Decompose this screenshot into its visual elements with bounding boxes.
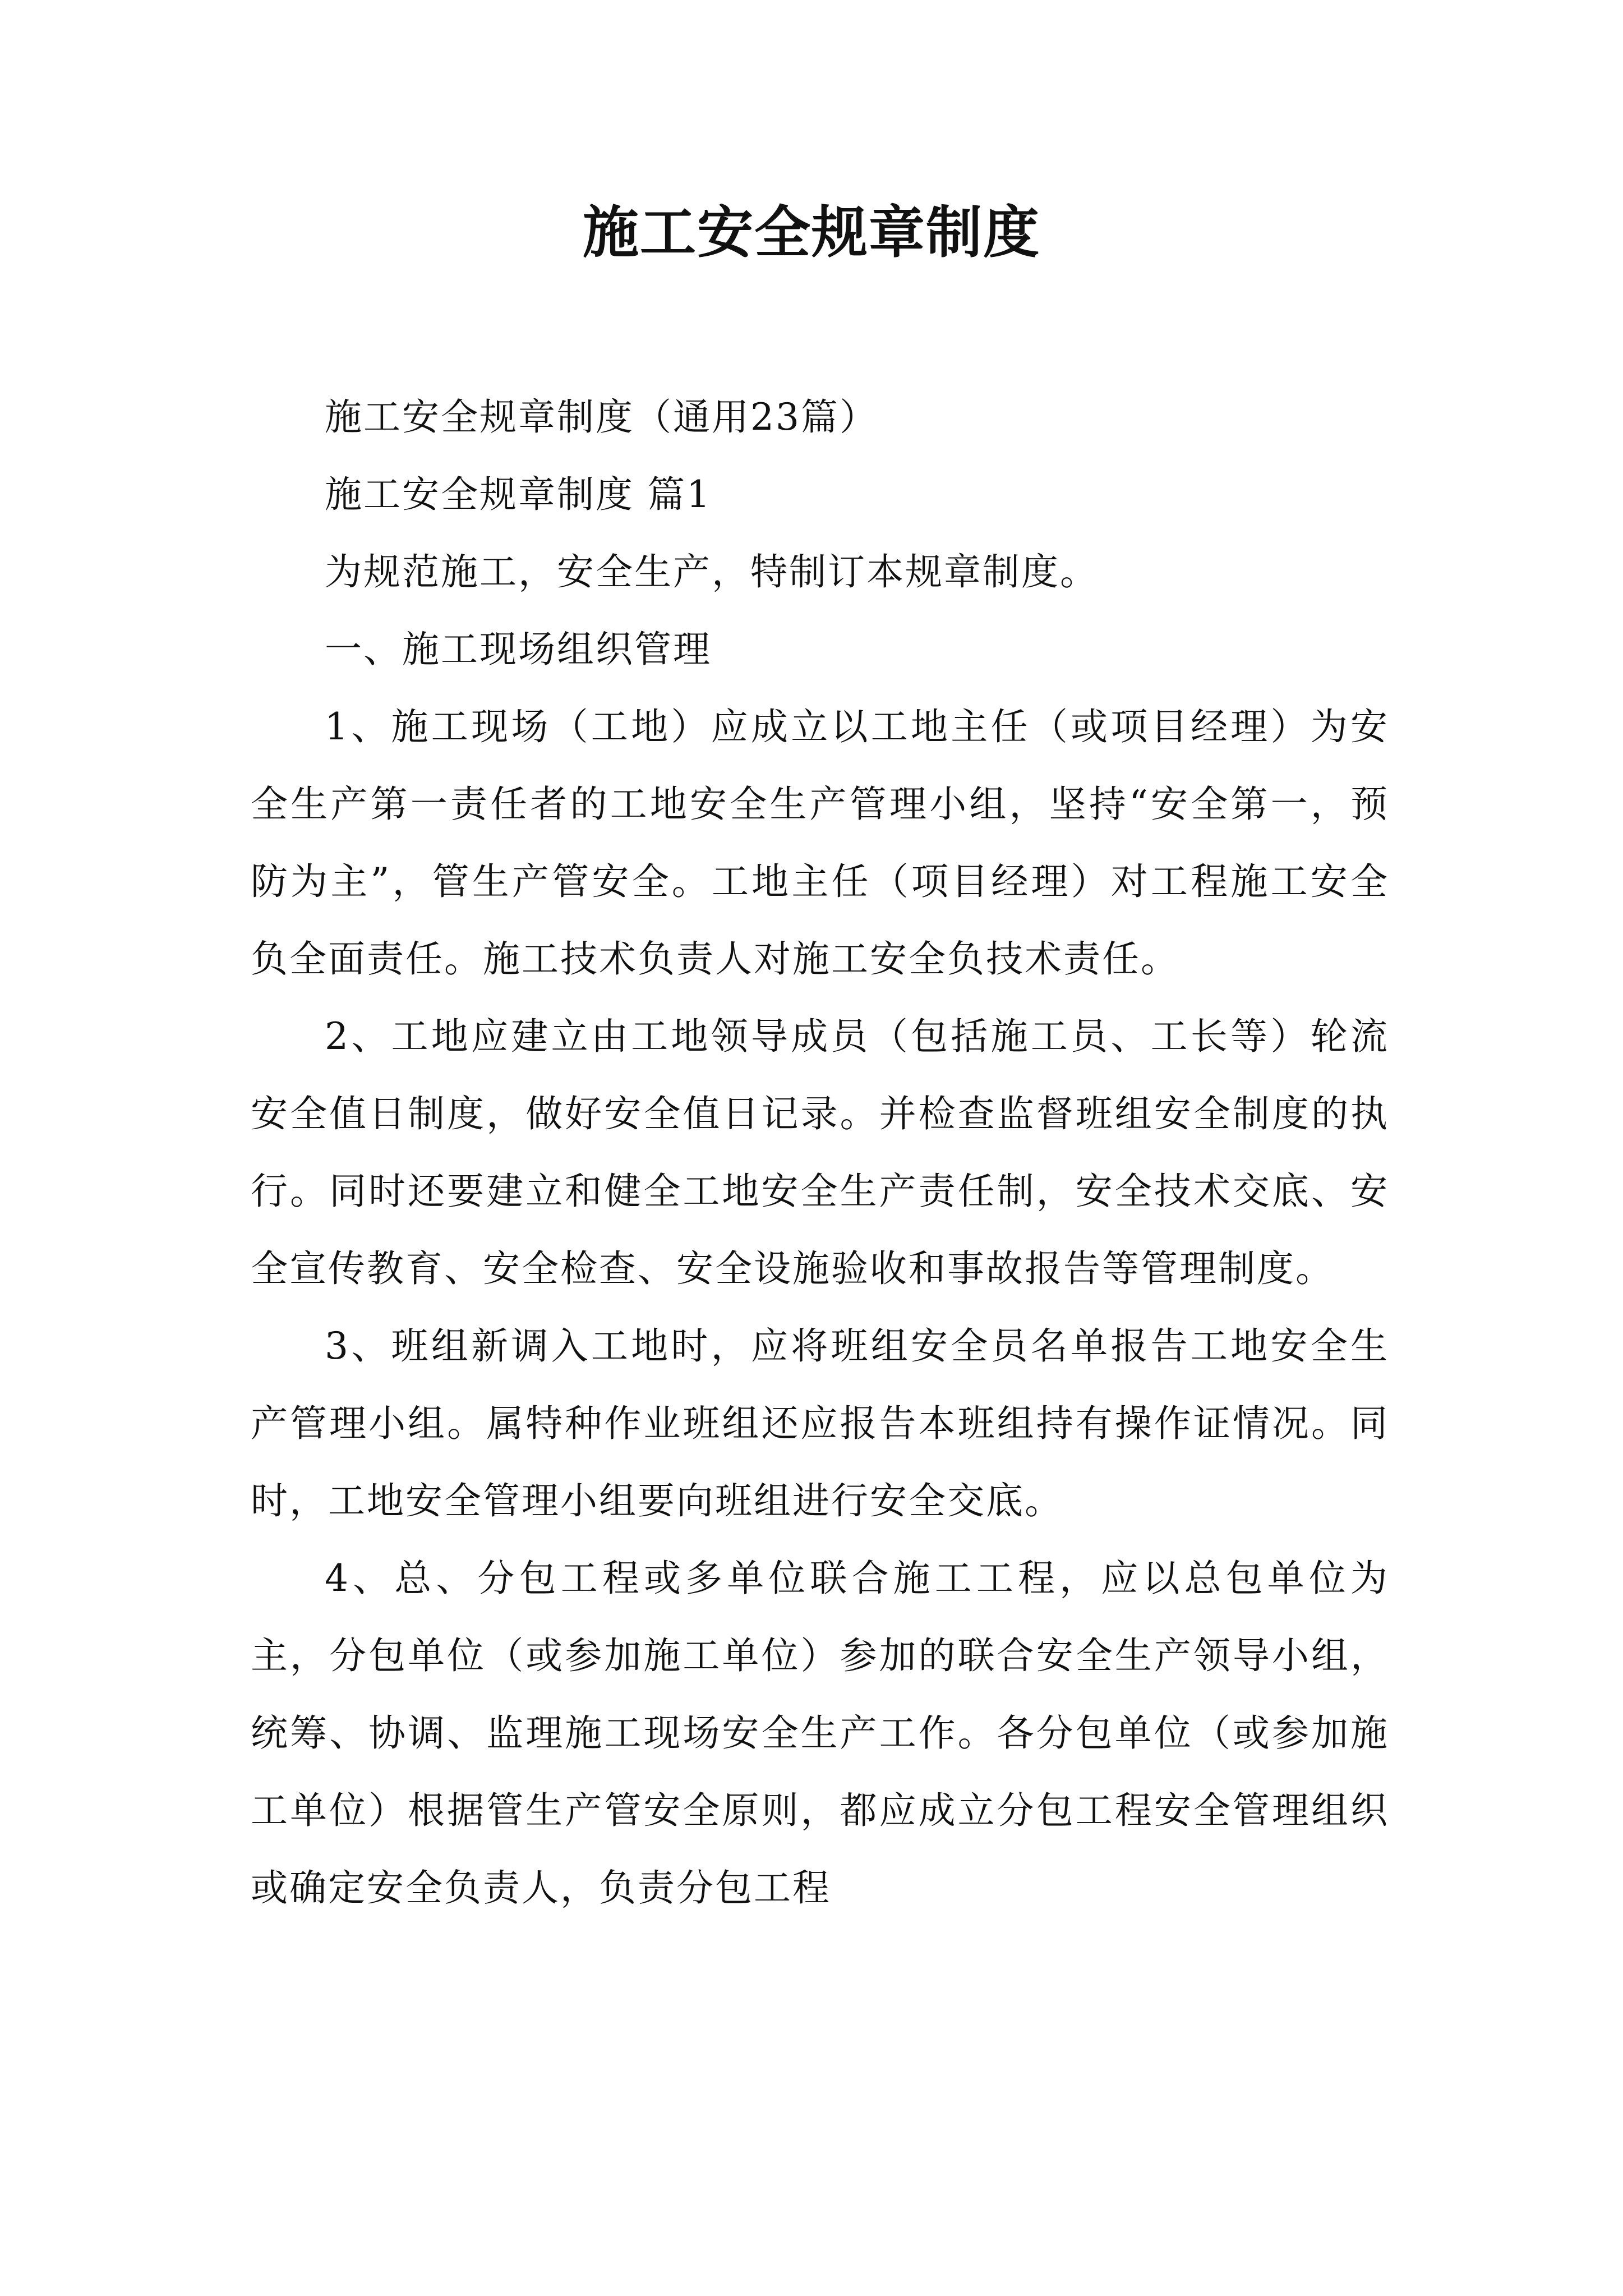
paragraph-chapter-heading: 施工安全规章制度 篇1 xyxy=(325,473,712,516)
paragraph-section-heading: 一、施工现场组织管理 xyxy=(325,628,712,671)
paragraph-item-2: 2、工地应建立由工地领导成员（包括施工员、工长等）轮流安全值日制度，做好安全值日记录。并检查监督班组安全制度的执行。同时还要建立和健全工地安全生产责任制，安全技术交底、安全宣传教育、安全检查、安全设施验收和事故报告等管理制度。 xyxy=(251,1015,1389,1290)
paragraph-item-1: 1、施工现场（工地）应成立以工地主任（或项目经理）为安全生产第一责任者的工地安全生产管理小组，坚持“安全第一，预防为主”，管生产管安全。工地主任（项目经理）对工程施工安全负全面责任。施工技术负责人对施工安全负技术责任。 xyxy=(251,705,1389,981)
document-title: 施工安全规章制度 xyxy=(583,200,1040,265)
paragraph-subtitle: 施工安全规章制度（通用23篇） xyxy=(325,395,878,439)
paragraph-item-4: 4、总、分包工程或多单位联合施工工程，应以总包单位为主，分包单位（或参加施工单位）参加的联合安全生产领导小组，统筹、协调、监理施工现场安全生产工作。各分包单位（或参加施工单位）根据管生产管安全原则，都应成立分包工程安全管理组织或确定安全负责人，负责分包工程 xyxy=(251,1557,1389,1910)
paragraph-item-3: 3、班组新调入工地时，应将班组安全员名单报告工地安全生产管理小组。属特种作业班组还应报告本班组持有操作证情况。同时，工地安全管理小组要向班组进行安全交底。 xyxy=(251,1324,1389,1522)
paragraph-intro: 为规范施工，安全生产，特制订本规章制度。 xyxy=(325,550,1099,593)
document-body xyxy=(251,379,1389,1927)
